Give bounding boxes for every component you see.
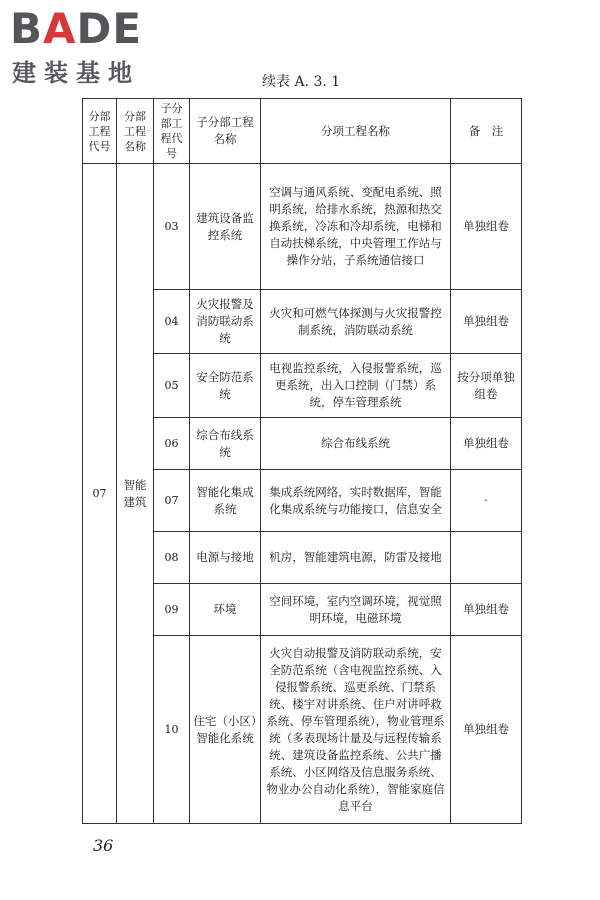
header-items: 分项工程名称 — [261, 99, 451, 164]
division-table — [82, 98, 522, 824]
remark-cell: 单独组卷 — [451, 418, 522, 470]
items-cell: 火灾和可燃气体探测与火灾报警控制系统，消防联动系统 — [261, 290, 451, 354]
remark-cell — [451, 532, 522, 584]
subdivision-name-cell: 环境 — [190, 584, 261, 636]
remark-cell: 按分项单独组卷 — [451, 354, 522, 418]
subdivision-code-cell: 09 — [154, 584, 190, 636]
subdivision-code-cell: 06 — [154, 418, 190, 470]
header-division-code: 分部工程代号 — [83, 99, 117, 164]
subdivision-name-cell: 综合布线系统 — [190, 418, 261, 470]
table-row — [83, 164, 522, 290]
subdivision-code-cell: 03 — [154, 164, 190, 290]
remark-cell: · — [451, 470, 522, 532]
subdivision-name-cell: 电源与接地 — [190, 532, 261, 584]
subdivision-code-cell: 04 — [154, 290, 190, 354]
items-cell: 电视监控系统，入侵报警系统，巡更系统，出入口控制（门禁）系统，停车管理系统 — [261, 354, 451, 418]
items-cell: 空调与通风系统、变配电系统、照明系统，给排水系统，热源和热交换系统，冷冻和冷却系统，电梯和自动扶梯系统，中央管理工作站与操作分站，子系统通信接口 — [261, 164, 451, 290]
items-cell: 空间环境，室内空调环境，视觉照明环境，电磁环境 — [261, 584, 451, 636]
remark-cell: 单独组卷 — [451, 164, 522, 290]
subdivision-name-cell: 住宅（小区）智能化系统 — [190, 636, 261, 824]
subdivision-code-cell: 08 — [154, 532, 190, 584]
items-cell: 火灾自动报警及消防联动系统，安全防范系统（含电视监控系统、入侵报警系统、巡更系统、门禁系统、楼宇对讲系统、住户对讲呼救系统、停车管理系统），物业管理系统（多表现场计量及与远程传输系统、建筑设备监控系统、公共广播系统、小区网络及信息服务系统、物业办公自动化系统），智能家庭信息平台 — [261, 636, 451, 824]
header-subdivision-code: 子分部工程代号 — [154, 99, 190, 164]
remark-cell: 单独组卷 — [451, 290, 522, 354]
table-caption: 续表 A. 3. 1 — [262, 74, 341, 90]
subdivision-name-cell: 安全防范系统 — [190, 354, 261, 418]
remark-cell: 单独组卷 — [451, 584, 522, 636]
remark-cell: 单独组卷 — [451, 636, 522, 824]
page-number: 36 — [93, 836, 114, 855]
subdivision-code-cell: 07 — [154, 470, 190, 532]
header-division-name: 分部工程名称 — [117, 99, 154, 164]
items-cell: 综合布线系统 — [261, 418, 451, 470]
table-header-row — [83, 99, 522, 164]
bade-logo — [10, 6, 180, 92]
logo-wordmark: BADE — [10, 4, 143, 53]
subdivision-name-cell: 火灾报警及消防联动系统 — [190, 290, 261, 354]
subdivision-name-cell: 建筑设备监控系统 — [190, 164, 261, 290]
items-cell: 机房，智能建筑电源，防雷及接地 — [261, 532, 451, 584]
logo-subtitle: 建装基地 — [12, 59, 140, 87]
header-subdivision-name: 子分部工程名称 — [190, 99, 261, 164]
subdivision-code-cell: 05 — [154, 354, 190, 418]
header-remarks: 备 注 — [451, 99, 522, 164]
logo-accent-letter: A — [43, 4, 77, 53]
subdivision-code-cell: 10 — [154, 636, 190, 824]
subdivision-name-cell: 智能化集成系统 — [190, 470, 261, 532]
division-code-cell: 07 — [83, 164, 117, 824]
division-name-cell: 智能建筑 — [117, 164, 154, 824]
items-cell: 集成系统网络，实时数据库，智能化集成系统与功能接口，信息安全 — [261, 470, 451, 532]
